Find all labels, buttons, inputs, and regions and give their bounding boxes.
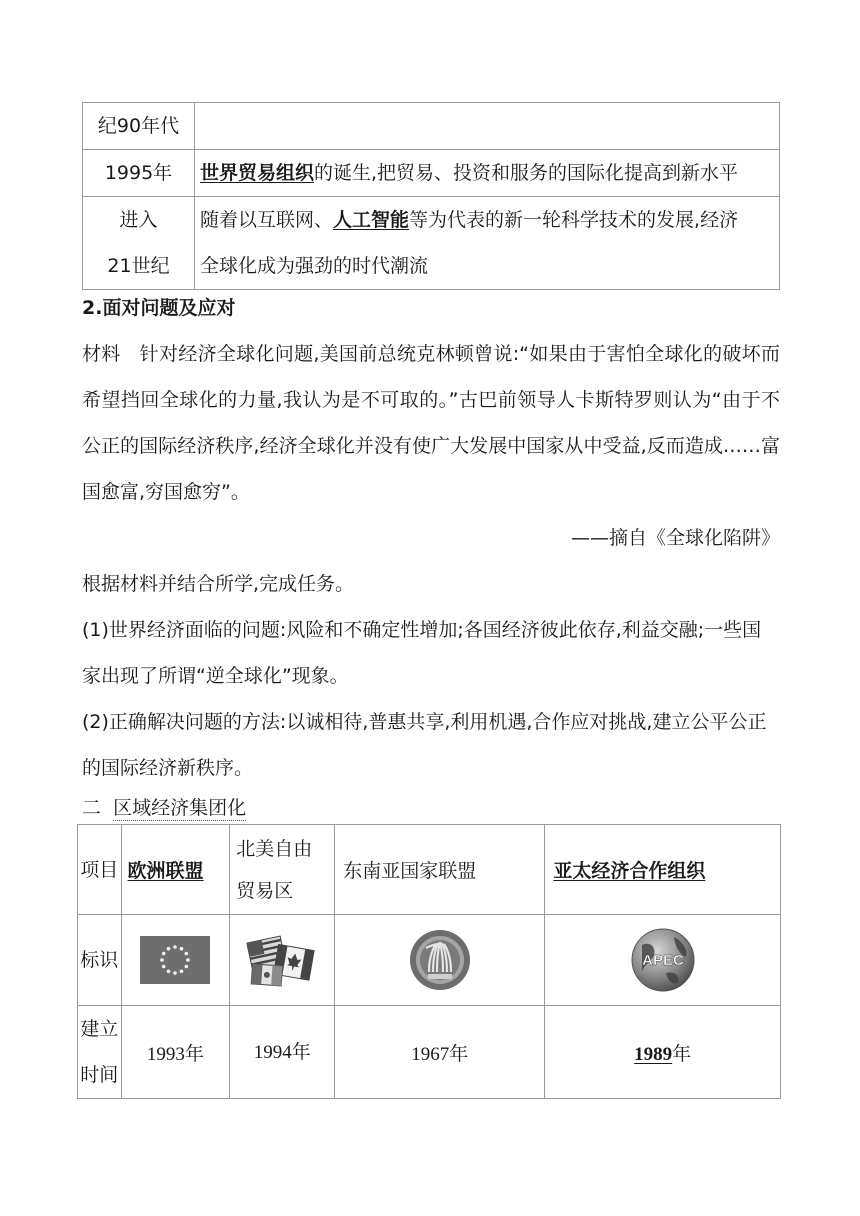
table-row xyxy=(78,825,781,915)
svg-text:APEC: APEC xyxy=(641,952,684,969)
org-name: 亚太经济合作组织 xyxy=(545,825,781,915)
org-year: 1993年 xyxy=(121,1006,230,1099)
org-name: 欧洲联盟 xyxy=(121,825,230,915)
row-label: 标识 xyxy=(78,915,122,1006)
answer-1: (1)世界经济面临的问题:风险和不确定性增加;各国经济彼此依存,利益交融;一些国家出现了所谓“逆全球化”现象。 xyxy=(82,619,762,687)
table-row xyxy=(78,915,781,1006)
org-name: 北美自由 贸易区 xyxy=(230,825,335,915)
task-instruction: 根据材料并结合所学,完成任务。 xyxy=(82,573,355,595)
asean-emblem-icon xyxy=(408,928,472,992)
section-heading: 2.面对问题及应对 xyxy=(82,297,236,319)
org-logo-cell xyxy=(121,915,230,1006)
material-label: 材料 xyxy=(82,343,121,365)
timeline-content: 世界贸易组织的诞生,把贸易、投资和服务的国际化提高到新水平 xyxy=(195,150,780,197)
nafta-flags-icon xyxy=(246,931,318,989)
timeline-content xyxy=(195,103,780,150)
timeline-period: 1995年 xyxy=(83,150,195,197)
org-logo-cell xyxy=(335,915,545,1006)
org-year: 1994年 xyxy=(230,1006,335,1099)
org-year: 1967年 xyxy=(335,1006,545,1099)
key-term: 世界贸易组织 xyxy=(200,162,315,184)
org-logo-cell xyxy=(545,915,781,1006)
regional-groups-table xyxy=(77,824,781,1099)
row-label: 项目 xyxy=(78,825,122,915)
material-paragraph xyxy=(82,331,780,515)
org-year: 1989年 xyxy=(545,1006,781,1099)
org-name: 东南亚国家联盟 xyxy=(335,825,545,915)
timeline-row xyxy=(83,103,780,150)
key-term: 人工智能 xyxy=(333,209,410,231)
answer-2: (2)正确解决问题的方法:以诚相待,普惠共享,利用机遇,合作应对挑战,建立公平公正的国际经济新秩序。 xyxy=(82,711,767,779)
table-row xyxy=(78,1006,781,1099)
section-heading-regional: 二 区域经济集团化 xyxy=(82,797,247,819)
timeline-period: 进入 21世纪 xyxy=(83,197,195,290)
eu-flag-icon xyxy=(140,936,210,984)
material-text: 针对经济全球化问题,美国前总统克林顿曾说:“如果由于害怕全球化的破坏而希望挡回全球化的力量,我认为是不可取的。”古巴前领导人卡斯特罗则认为“由于不公正的国际经济秩序,经济全球化并没有使广大发展中国家从中受益,反而造成……富国愈富,穷国愈穷”。 xyxy=(82,343,780,503)
timeline-row xyxy=(83,150,780,197)
apec-globe-icon xyxy=(630,927,696,993)
org-logo-cell xyxy=(230,915,335,1006)
material-source: ——摘自《全球化陷阱》 xyxy=(570,527,780,549)
timeline-table xyxy=(82,102,780,290)
timeline-row xyxy=(83,197,780,290)
timeline-period: 纪90年代 xyxy=(83,103,195,150)
timeline-content: 随着以互联网、人工智能等为代表的新一轮科学技术的发展,经济 全球化成为强劲的时代潮流 xyxy=(195,197,780,290)
row-label: 建立 时间 xyxy=(78,1006,122,1099)
